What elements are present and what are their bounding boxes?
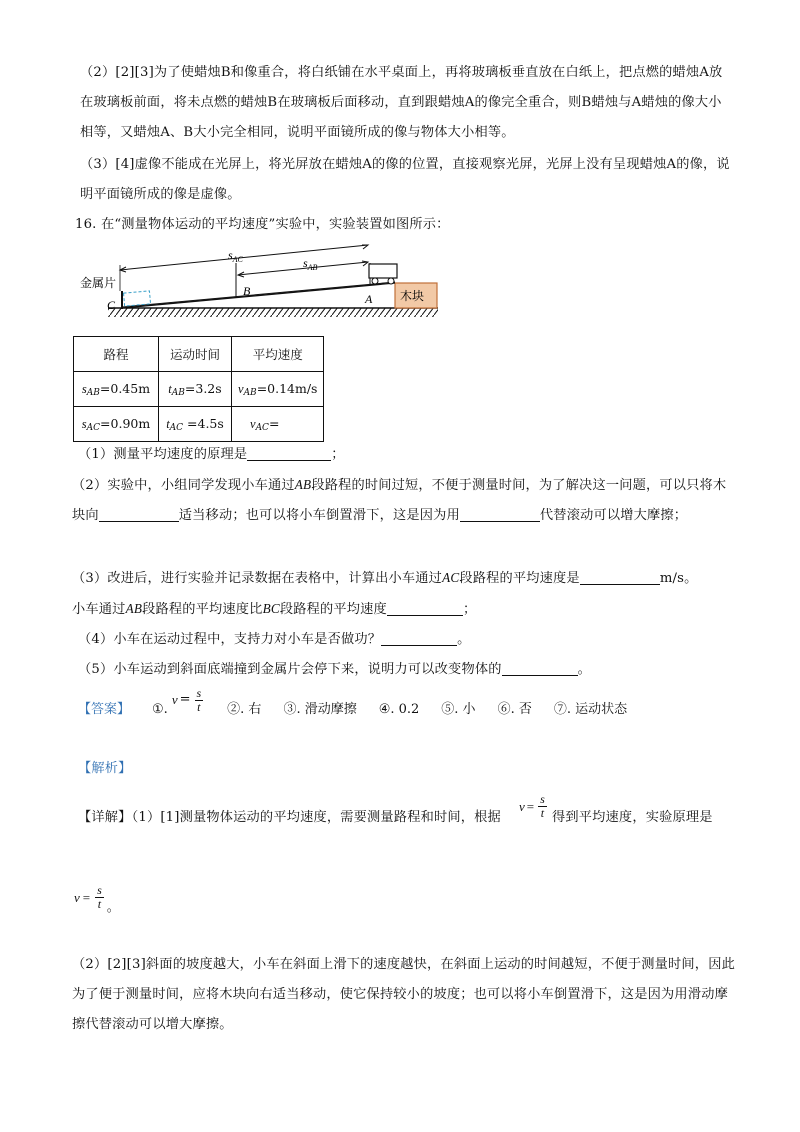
answer-blank[interactable]	[381, 627, 457, 646]
answer-formula: v = $\frac{s}{t}$	[171, 685, 202, 714]
answer-item-4: ④. 0.2	[378, 702, 420, 717]
header-distance: 路程	[74, 337, 159, 372]
cell-v-ab: $v_{AB}=0.14m/s$	[232, 372, 324, 407]
header-time: 运动时间	[159, 337, 232, 372]
point-b-label: B	[243, 284, 251, 298]
sac-arrow	[120, 245, 368, 270]
answer-label: 【答案】	[78, 702, 131, 717]
table-header-row	[74, 337, 324, 372]
answer-blank[interactable]	[247, 442, 331, 461]
cart-at-c-dashed	[124, 291, 151, 306]
ground-hatching	[108, 308, 438, 317]
cell-s-ac: $s_{AC}=0.90m$	[74, 407, 159, 442]
metal-plate-label: 金属片	[80, 276, 117, 290]
incline-line	[122, 283, 395, 308]
table-row	[74, 372, 324, 407]
q16-sub-3: （3）改进后，进行实验并记录数据在表格中，计算出小车通过AC段路程的平均速度是 m/s。 小车通过AB段路程的平均速度比BC段路程的平均速度 ；	[72, 563, 734, 625]
answer-blank[interactable]	[580, 566, 660, 585]
answer-item-6: ⑥. 否	[497, 702, 532, 717]
point-a-label: A	[365, 292, 373, 306]
answer-blank[interactable]	[460, 503, 540, 522]
answer-item-3: ③. 滑动摩擦	[283, 702, 357, 717]
cart-at-a	[369, 264, 397, 284]
detail-paragraph-1: 【详解】（1）[1]测量物体运动的平均速度，需要测量路程和时间，根据	[78, 810, 501, 825]
detail-label: 【详解】	[78, 810, 132, 825]
answer-blank[interactable]	[502, 657, 578, 676]
detail-paragraph-2: （2）[2][3]斜面的坡度越大，小车在斜面上滑下的速度越快，在斜面上运动的时间越短，不便于测量时间，因此为了便于测量时间，应将木块向右适当移动，使它保持较小的坡度；也可以将小车倒置滑下，这是因为用滑动摩擦代替滚动可以增大摩擦。	[72, 957, 735, 1032]
q16-sub-1: （1）测量平均速度的原理是 ；	[78, 440, 738, 470]
detail-formula-1: v = $\frac{s}{t}$	[519, 792, 545, 820]
analysis-label: 【解析】	[78, 761, 132, 776]
cell-t-ab: $t_{AB}=3.2s$	[159, 372, 232, 407]
table-row	[74, 407, 324, 442]
wood-block-label: 木块	[400, 289, 425, 303]
cell-v-ac: $v_{AC}=$	[232, 407, 324, 442]
q15-paragraph-2: （2）[2][3]为了使蜡烛B和像重合，将白纸铺在水平桌面上，再将玻璃板垂直放在白纸上，把点燃的蜡烛A放在玻璃板前面，将未点燃的蜡烛B在玻璃板后面移动，直到跟蜡烛A的像完全重合，则B蜡烛与A蜡烛的像大小相等，又蜡烛A、B大小完全相同，说明平面镜所成的像与物体大小相等。	[80, 65, 723, 140]
detail-formula-2: v = $\frac{s}{t}$ 。	[74, 883, 120, 914]
q16-sub-5: （5）小车运动到斜面底端撞到金属片会停下来，说明力可以改变物体的 。	[78, 655, 738, 685]
q16-stem: 16. 在“测量物体运动的平均速度”实验中，实验装置如图所示：	[75, 217, 450, 232]
answer-item-7: ⑦. 运动状态	[553, 702, 628, 717]
sab-label: $s_{AB}$	[303, 256, 318, 272]
q16-sub-4: （4）小车在运动过程中，支持力对小车是否做功？ 。	[78, 625, 738, 655]
answer-item-1: ①.	[152, 702, 168, 717]
cell-s-ab: $s_{AB}=0.45m$	[74, 372, 159, 407]
data-table	[73, 336, 324, 442]
sac-label: $s_{AC}$	[228, 248, 243, 264]
q15-paragraph-3: （3）[4]虚像不能成在光屏上，将光屏放在蜡烛A的像的位置，直接观察光屏，光屏上没有呈现蜡烛A的像，说明平面镜所成的像是虚像。	[80, 157, 730, 202]
header-speed: 平均速度	[232, 337, 324, 372]
answer-blank[interactable]	[387, 597, 463, 616]
q16-sub-2: （2）实验中，小组同学发现小车通过AB段路程的时间过短，不便于测量时间，为了解决这一问题，可以只将木块向 适当移动；也可以将小车倒置滑下，这是因为用 代替滚动可以增大摩擦；	[72, 477, 727, 523]
point-c-label: C	[107, 298, 116, 312]
detail-paragraph-1-tail: 得到平均速度，实验原理是	[552, 810, 713, 825]
cell-t-ac: $t_{AC} =4.5s$	[159, 407, 232, 442]
answer-row	[78, 685, 649, 725]
answer-item-2: ②. 右	[227, 702, 262, 717]
incline-experiment-figure	[80, 243, 450, 325]
answer-blank[interactable]	[99, 503, 179, 522]
answer-item-5: ⑤. 小	[441, 702, 476, 717]
